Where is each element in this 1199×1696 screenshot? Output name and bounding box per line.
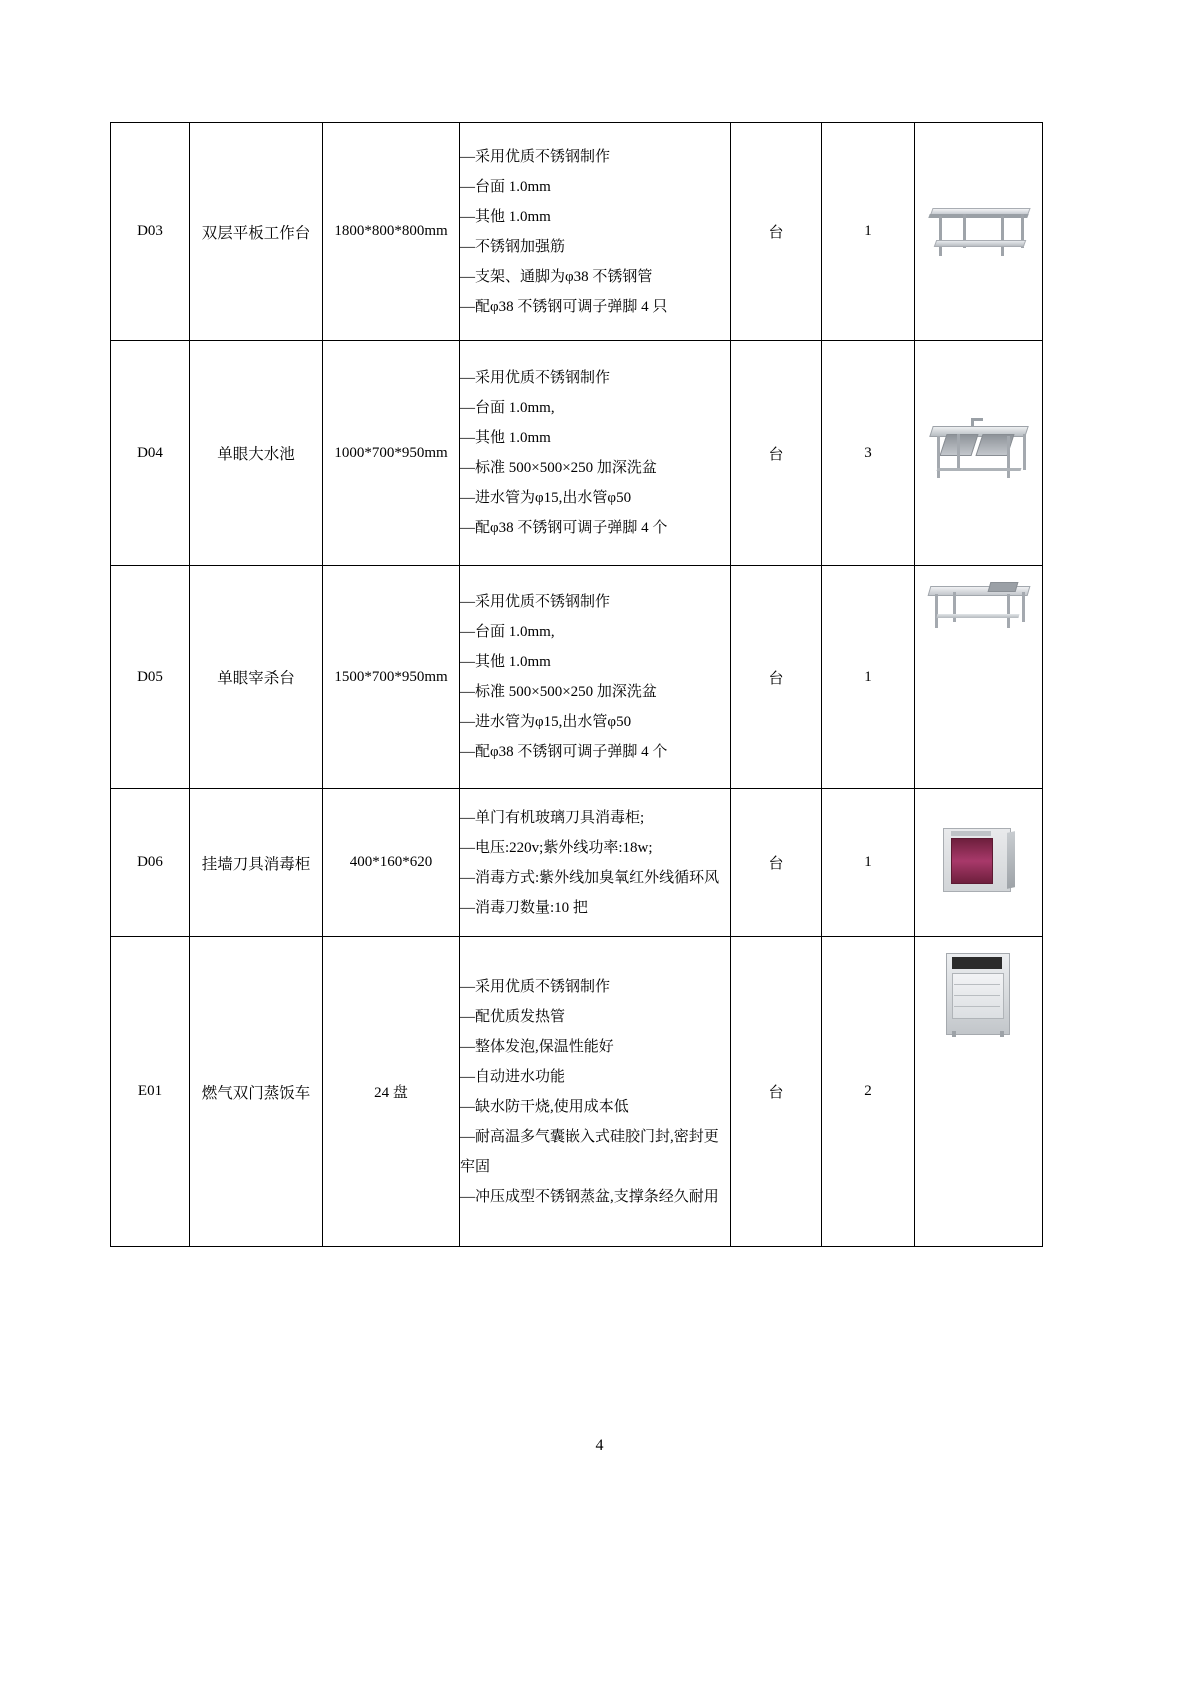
spec-line: —其他 1.0mm (460, 430, 551, 446)
spec-line: —配φ38 不锈钢可调子弹脚 4 只 (460, 298, 668, 315)
spec-line: —其他 1.0mm (460, 208, 551, 225)
row-name: 单眼宰杀台 (190, 566, 323, 789)
row-name: 挂墙刀具消毒柜 (190, 789, 323, 937)
spec-line: —消毒刀数量:10 把 (460, 899, 588, 916)
row-unit: 台 (731, 123, 822, 341)
row-image-cell (915, 123, 1043, 341)
row-image-cell (915, 341, 1043, 566)
spec-line: —台面 1.0mm (460, 178, 551, 195)
spec-line: —采用优质不锈钢制作 (460, 594, 611, 610)
table-row (111, 789, 1043, 937)
row-size: 1800*800*800mm (323, 123, 460, 341)
spec-line: —自动进水功能 (460, 1068, 566, 1085)
row-name: 燃气双门蒸饭车 (190, 937, 323, 1247)
spec-line: —配φ38 不锈钢可调子弹脚 4 个 (460, 744, 668, 760)
spec-line: —标准 500×500×250 加深洗盆 (460, 684, 657, 700)
row-specs (460, 341, 731, 566)
spec-line: —采用优质不锈钢制作 (460, 978, 611, 995)
row-quantity: 1 (822, 566, 915, 789)
spec-line: —配优质发热管 (460, 1008, 566, 1025)
row-image-cell (915, 937, 1043, 1247)
work-table-image (927, 198, 1031, 260)
row-code: E01 (111, 937, 190, 1247)
spec-line: —耐高温多气囊嵌入式硅胶门封,密封更牢固 (460, 1128, 719, 1175)
spec-line: —采用优质不锈钢制作 (460, 370, 611, 386)
spec-line: —单门有机玻璃刀具消毒柜; (460, 809, 645, 826)
row-specs (460, 789, 731, 937)
row-quantity: 2 (822, 937, 915, 1247)
row-specs (460, 937, 731, 1247)
row-specs (460, 566, 731, 789)
row-code: D06 (111, 789, 190, 937)
row-quantity: 3 (822, 341, 915, 566)
row-image-cell (915, 566, 1043, 789)
row-size: 24 盘 (323, 937, 460, 1247)
spec-line: —缺水防干烧,使用成本低 (460, 1098, 629, 1115)
row-specs (460, 123, 731, 341)
equipment-spec-table (110, 122, 1043, 1247)
row-size: 1000*700*950mm (323, 341, 460, 566)
spec-line: —消毒方式:紫外线加臭氧红外线循环风 (460, 869, 720, 886)
spec-line: —进水管为φ15,出水管φ50 (460, 714, 632, 730)
prep-table-image (927, 578, 1031, 634)
row-name: 双层平板工作台 (190, 123, 323, 341)
row-code: D05 (111, 566, 190, 789)
row-image-cell (915, 789, 1043, 937)
spec-line: —冲压成型不锈钢蒸盆,支撑条经久耐用 (460, 1188, 719, 1205)
spec-line: —其他 1.0mm (460, 654, 551, 670)
row-code: D04 (111, 341, 190, 566)
spec-line: —不锈钢加强筋 (460, 238, 566, 255)
spec-line: —电压:220v;紫外线功率:18w; (460, 839, 653, 856)
spec-line: —配φ38 不锈钢可调子弹脚 4 个 (460, 520, 668, 536)
spec-line: —台面 1.0mm, (460, 624, 555, 640)
rice-steamer-image (936, 951, 1022, 1039)
row-size: 1500*700*950mm (323, 566, 460, 789)
sterilizer-cabinet-image (937, 824, 1021, 896)
spec-line: —标准 500×500×250 加深洗盆 (460, 460, 657, 476)
spec-line: —台面 1.0mm, (460, 400, 555, 416)
spec-line: —支架、通脚为φ38 不锈钢管 (460, 268, 653, 285)
row-unit: 台 (731, 789, 822, 937)
row-code: D03 (111, 123, 190, 341)
table-row (111, 566, 1043, 789)
page-number: 4 (595, 1437, 604, 1454)
table-row (111, 341, 1043, 566)
row-unit: 台 (731, 937, 822, 1247)
spec-line: —采用优质不锈钢制作 (460, 148, 611, 165)
spec-line: —进水管为φ15,出水管φ50 (460, 490, 632, 506)
table-row (111, 937, 1043, 1247)
row-size: 400*160*620 (323, 789, 460, 937)
sink-image (927, 418, 1031, 484)
table-row (111, 123, 1043, 341)
row-quantity: 1 (822, 789, 915, 937)
spec-line: —整体发泡,保温性能好 (460, 1038, 614, 1055)
row-unit: 台 (731, 566, 822, 789)
row-name: 单眼大水池 (190, 341, 323, 566)
row-quantity: 1 (822, 123, 915, 341)
row-unit: 台 (731, 341, 822, 566)
